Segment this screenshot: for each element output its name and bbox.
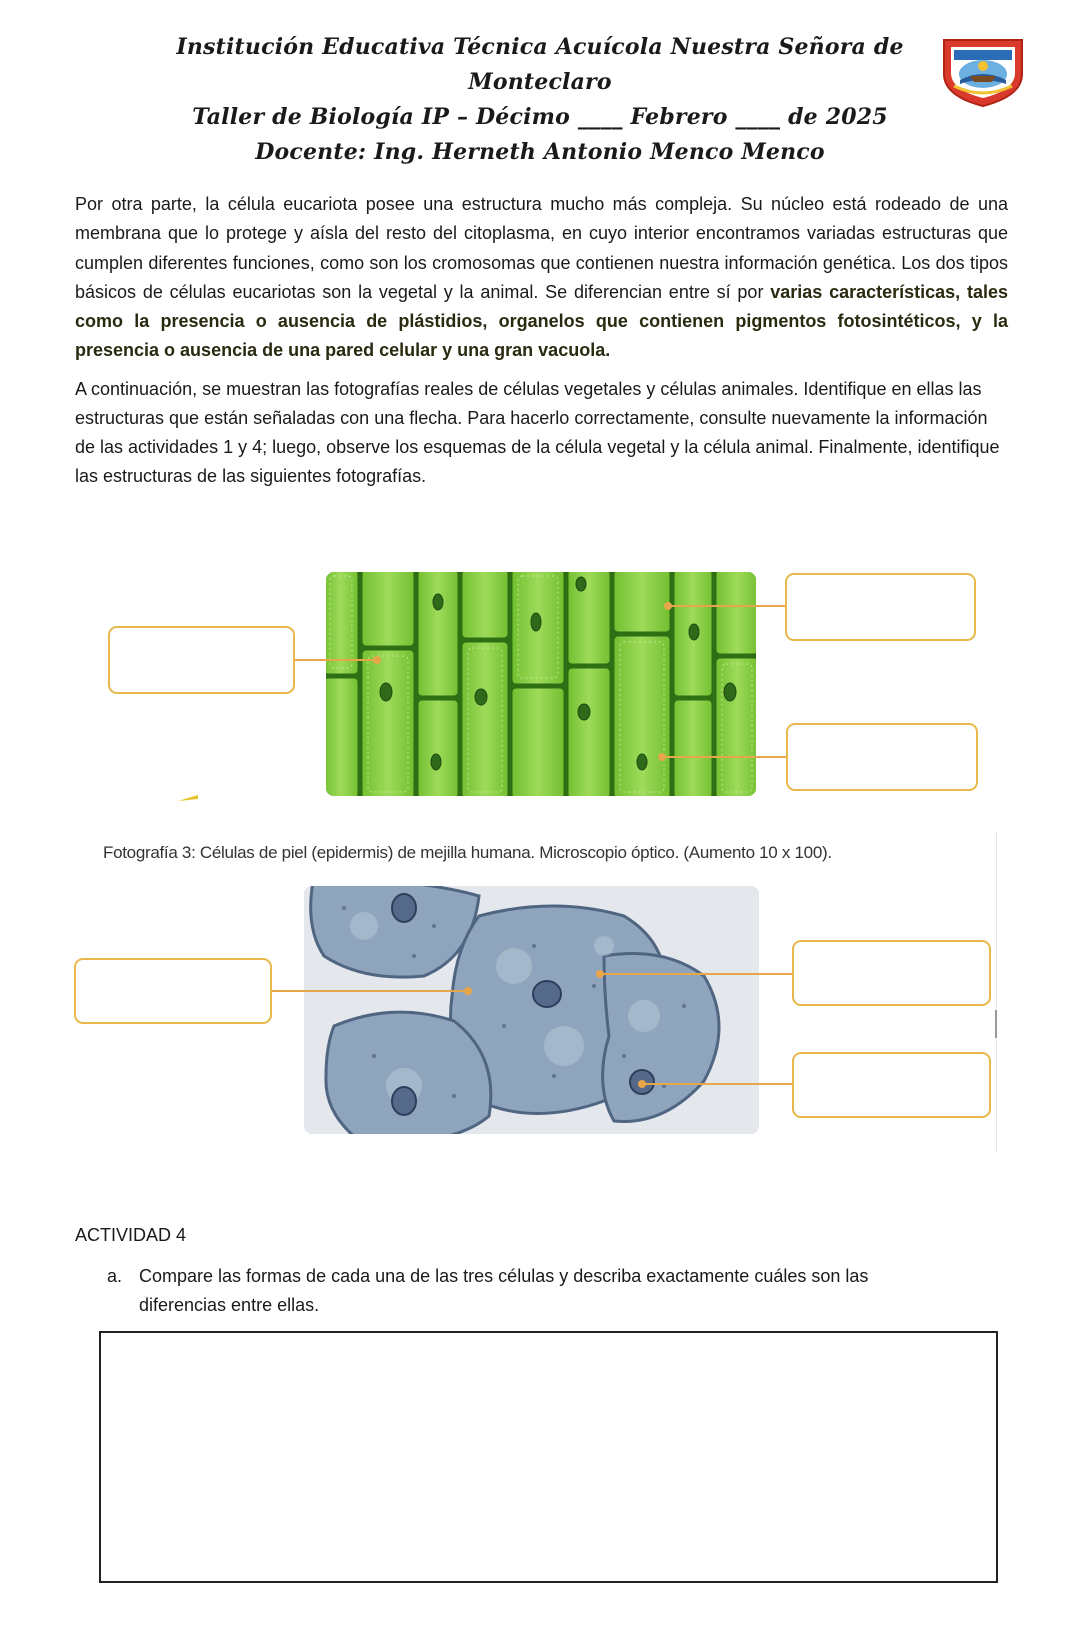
plant-leader-left [295,659,375,661]
activity-title: ACTIVIDAD 4 [75,1225,187,1245]
plant-leader-bottom-right [662,756,786,758]
cheek-pointer-dot-bottom-right [638,1080,646,1088]
intro-paragraph [75,190,1008,366]
activity-item-text: Compare las formas de cada una de las tres células y describa exactamente cuáles son las diferencias entre ellas. [139,1266,869,1315]
instructions-paragraph: A continuación, se muestran las fotografías reales de células vegetales y células animales. Identifique en ellas las estructuras que están señaladas con una flecha. Para hacerlo correctamente, consulte nuevamente la información de las actividades 1 y 4; luego, observe los esquemas de la célula vegetal y la célula animal. Finalmente, identifique las estructuras de las siguientes fotografías. [75,379,1000,486]
teacher-name: Docente: Ing. Herneth Antonio Menco Menco [255,139,825,165]
worksheet-header [150,30,930,170]
intro-paragraph-text: Por otra parte, la célula eucariota posee una estructura mucho más compleja. Su núcleo está rodeado de una membrana que lo protege y aísla del resto del citoplasma, en cuyo interior encontramos variadas estructuras que cumplen diferentes funciones, como son los cromosomas que contienen nuestra información genética. Los dos tipos básicos de células eucariotas son la vegetal y la animal. Se diferencian entre sí por [75,194,1008,302]
answer-box[interactable] [99,1331,998,1583]
scan-edge-line [996,832,997,1152]
workshop-title: Taller de Biología IP – Décimo ____ Febrero ____ de 2025 [192,104,888,130]
school-name: Institución Educativa Técnica Acuícola Nuestra Señora de Monteclaro [176,34,904,95]
activity-item-a [107,1262,927,1320]
plant-label-box-bottom-right[interactable] [786,723,978,791]
scan-edge-mark [995,1010,997,1038]
plant-leader-top-right [668,605,785,607]
cheek-leader-top-right [600,973,792,975]
cheek-leader-bottom-right [642,1083,792,1085]
cheek-leader-left [272,990,468,992]
cheek-label-box-bottom-right[interactable] [792,1052,991,1118]
cheek-label-box-left[interactable] [74,958,272,1024]
intro-paragraph-bold: varias características, tales como la presencia o ausencia de plástidios, organelos que contienen pigmentos fotosintéticos, y la presencia o ausencia de una pared celular y una gran vacuola. [75,281,1008,361]
plant-pointer-dot-left [373,656,381,664]
yellow-mark [178,795,200,803]
cheek-label-box-top-right[interactable] [792,940,991,1006]
plant-pointer-dot-bottom-right [658,753,666,761]
photo3-caption: Fotografía 3: Células de piel (epidermis) de mejilla humana. Microscopio óptico. (Aumento 10 x 100). [103,843,832,862]
plant-label-box-left[interactable] [108,626,295,694]
school-seal-logo [940,36,1026,108]
cheek-cells-photo [304,886,759,1134]
cheek-pointer-dot-left [464,987,472,995]
cheek-pointer-dot-top-right [596,970,604,978]
cheek-cells-illustration [304,886,759,1134]
plant-pointer-dot-top-right [664,602,672,610]
activity-item-letter: a. [107,1266,123,1286]
plant-label-box-top-right[interactable] [785,573,976,641]
